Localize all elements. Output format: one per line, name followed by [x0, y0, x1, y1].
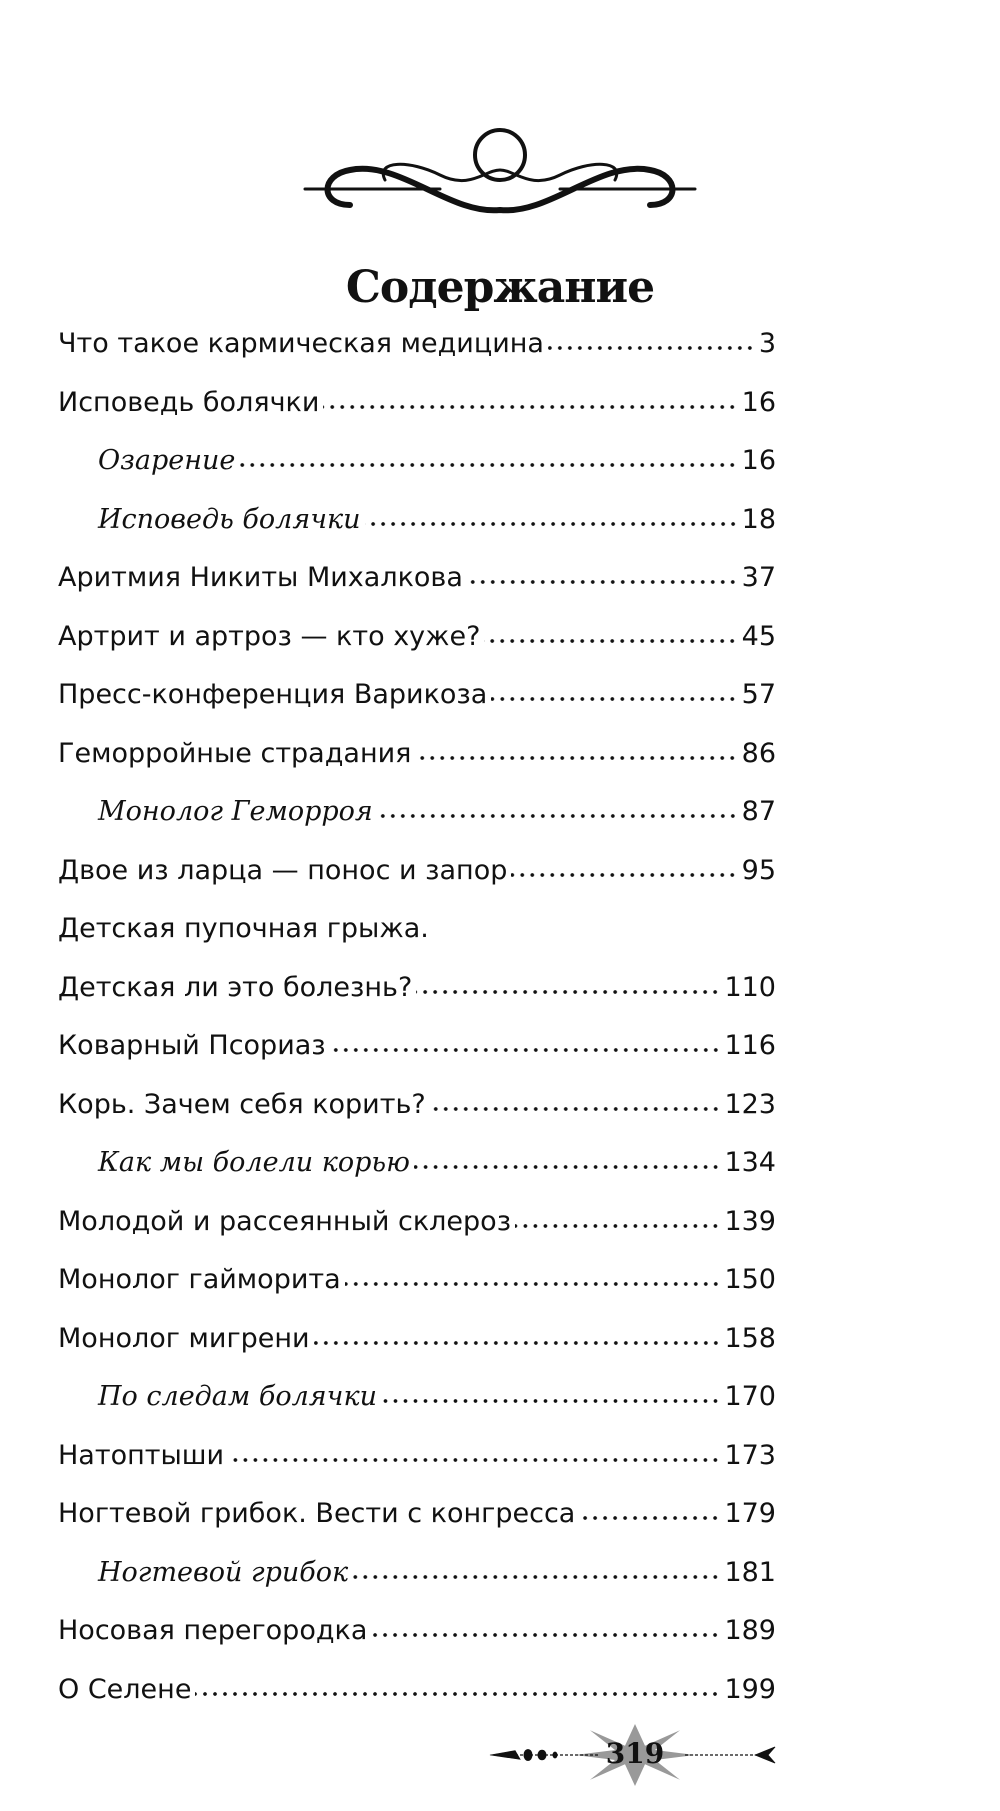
toc-entry-page: 57 — [741, 679, 776, 710]
toc-entry-title: Исповедь болячки — [98, 503, 361, 535]
toc-entry-page: 179 — [724, 1498, 776, 1529]
toc-entry-page: 86 — [741, 737, 776, 769]
dot-leader — [195, 1690, 720, 1698]
toc-entry — [58, 842, 776, 901]
toc-entry — [58, 1017, 776, 1076]
dot-leader — [414, 1163, 721, 1171]
toc-entry-page: 3 — [758, 328, 776, 359]
toc-entry-title: Монолог Геморроя — [98, 796, 373, 827]
toc-entry-page: 45 — [741, 620, 776, 652]
toc-entry-title: Геморройные страдания — [58, 737, 412, 769]
toc-entry-title: Монолог гайморита — [58, 1264, 341, 1295]
dot-leader — [323, 403, 737, 411]
toc-entry-title: Как мы болели корью — [98, 1147, 410, 1178]
toc-entry-title: Пресс-конференция Варикоза — [58, 679, 488, 710]
toc-entry-title: Молодой и рассеянный склероз — [58, 1205, 512, 1237]
dot-leader — [548, 344, 755, 352]
dot-leader — [239, 461, 737, 469]
dot-leader — [484, 637, 737, 645]
toc-entry — [58, 315, 776, 374]
toc-entry — [58, 432, 776, 491]
dot-leader — [515, 1222, 720, 1230]
toc-entry-page: 150 — [724, 1264, 776, 1295]
toc-entry — [58, 725, 776, 784]
page-number: 319 — [605, 1737, 665, 1770]
dot-leader — [416, 988, 720, 996]
dot-leader — [415, 754, 737, 762]
toc-entry — [58, 666, 776, 725]
toc-entry-title: Артрит и артроз — кто хуже? — [58, 620, 481, 652]
toc-entry — [58, 1251, 776, 1310]
toc-entry — [58, 374, 776, 433]
toc-entry — [58, 1134, 776, 1193]
dot-leader — [345, 1280, 721, 1288]
toc-entry-title: Аритмия Никиты Михалкова — [58, 562, 463, 593]
dot-leader — [467, 578, 738, 586]
toc-entry — [58, 1602, 776, 1661]
dot-leader — [314, 1339, 721, 1347]
toc-entry-title: Натоптыши — [58, 1439, 225, 1471]
toc-entry-page: 37 — [741, 562, 776, 593]
toc-entry — [58, 1427, 776, 1486]
toc-entry-page: 158 — [724, 1322, 776, 1354]
toc-entry-page: 87 — [741, 796, 776, 827]
dot-leader — [352, 1573, 720, 1581]
toc-entry-title: Монолог мигрени — [58, 1322, 310, 1354]
toc-entry-page: 170 — [724, 1381, 776, 1412]
toc-entry — [58, 1544, 776, 1603]
toc-entry-title: Детская ли это болезнь? — [58, 971, 413, 1003]
toc-entry-page: 123 — [724, 1088, 776, 1120]
toc-entry-page: 16 — [741, 386, 776, 418]
toc-entry — [58, 1193, 776, 1252]
dot-leader — [330, 1046, 721, 1054]
toc-entry-title: Озарение — [98, 445, 236, 476]
toc-entry — [58, 959, 776, 1018]
dot-leader — [579, 1514, 720, 1522]
toc-entry — [58, 549, 776, 608]
toc-entry-title: Двое из ларца — понос и запор — [58, 854, 508, 886]
toc-entry-page: 95 — [741, 854, 776, 886]
toc-entry-title: По следам болячки — [98, 1381, 377, 1412]
toc-entry-page: 199 — [724, 1673, 776, 1705]
toc-entry-page: 181 — [724, 1556, 776, 1588]
toc-entry-page: 134 — [724, 1147, 776, 1178]
table-of-contents — [58, 315, 776, 1719]
toc-entry — [58, 608, 776, 667]
toc-entry — [58, 1368, 776, 1427]
toc-entry-title: Носовая перегородка — [58, 1615, 368, 1646]
toc-entry-page: 116 — [724, 1030, 776, 1061]
toc-entry-page: 16 — [741, 445, 776, 476]
toc-entry — [58, 1661, 776, 1720]
toc-entry-page: 110 — [724, 971, 776, 1003]
dot-leader — [228, 1456, 720, 1464]
toc-entry-page: 18 — [741, 503, 776, 535]
toc-entry — [58, 783, 776, 842]
flourish-ornament-icon — [290, 105, 710, 215]
dot-leader — [365, 520, 738, 528]
toc-entry — [58, 1485, 776, 1544]
toc-entry-title: Что такое кармическая медицина — [58, 328, 544, 359]
toc-entry-page: 189 — [724, 1615, 776, 1646]
toc-entry-page: 173 — [724, 1439, 776, 1471]
dot-leader — [381, 1397, 720, 1405]
toc-entry-title: Ногтевой грибок. Вести с конгресса — [58, 1498, 576, 1529]
toc-entry-title: О Селене — [58, 1673, 192, 1705]
toc-entry-title: Ногтевой грибок — [98, 1556, 349, 1588]
dot-leader — [491, 695, 737, 703]
dot-leader — [377, 812, 738, 820]
toc-entry-title: Исповедь болячки — [58, 386, 320, 418]
toc-entry-title: Коварный Псориаз — [58, 1030, 326, 1061]
page-title: Содержание — [345, 262, 655, 313]
dot-leader — [371, 1631, 720, 1639]
toc-entry — [58, 1310, 776, 1369]
toc-entry — [58, 1076, 776, 1135]
toc-entry-title: Детская пупочная грыжа. — [58, 913, 429, 944]
toc-entry-page: 139 — [724, 1205, 776, 1237]
toc-entry-title: Корь. Зачем себя корить? — [58, 1088, 426, 1120]
dot-leader — [511, 871, 737, 879]
toc-entry — [58, 900, 776, 959]
toc-entry — [58, 491, 776, 550]
dot-leader — [430, 1105, 721, 1113]
